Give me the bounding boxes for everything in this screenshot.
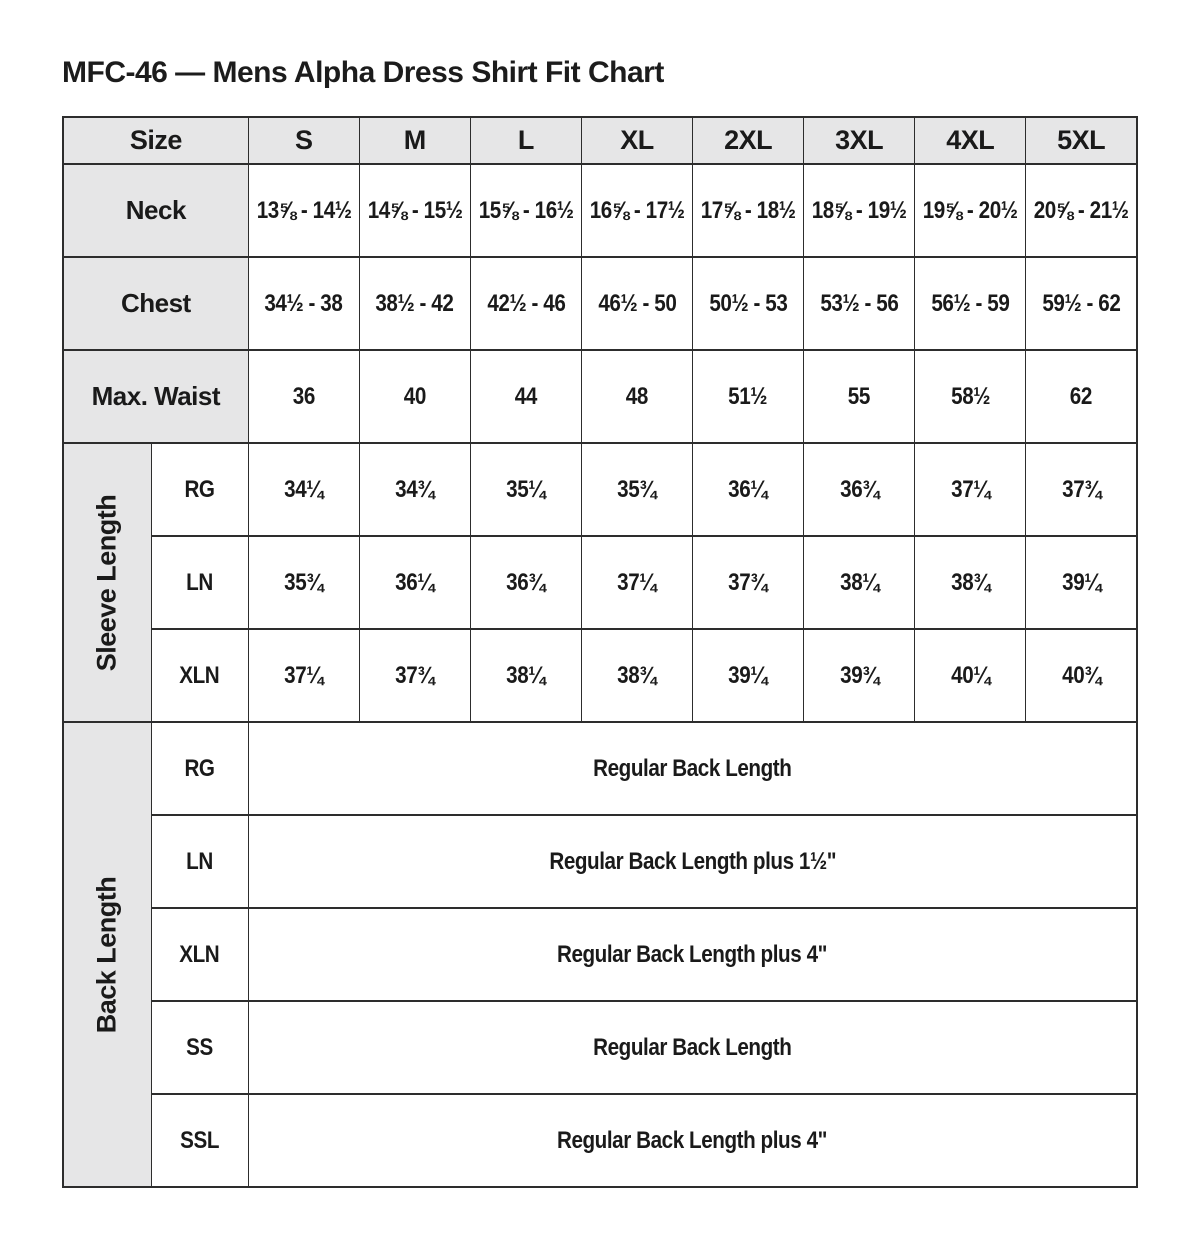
max-waist-value: 44 [470,350,581,443]
sleeve-length-group-label: Sleeve Length [63,443,151,722]
neck-value: 14⅝ - 15½ [359,164,470,257]
sleeve-xln-value: 38¾ [581,629,692,722]
sleeve-code-xln: XLN [151,629,248,722]
max-waist-row-label: Max. Waist [63,350,248,443]
chest-value: 34½ - 38 [248,257,359,350]
back-xln-description: Regular Back Length plus 4" [248,908,1137,1001]
sleeve-xln-value: 39¾ [804,629,915,722]
neck-value: 18⅝ - 19½ [804,164,915,257]
sleeve-ln-value: 36¾ [470,536,581,629]
size-col-header-2xl: 2XL [693,117,804,164]
size-col-header-xl: XL [581,117,692,164]
sleeve-ln-row [63,536,1137,629]
chest-value: 46½ - 50 [581,257,692,350]
back-code-ssl: SSL [151,1094,248,1187]
max-waist-value: 55 [804,350,915,443]
sleeve-rg-value: 37¾ [1026,443,1137,536]
max-waist-value: 36 [248,350,359,443]
size-col-header-3xl: 3XL [804,117,915,164]
back-ln-description: Regular Back Length plus 1½" [248,815,1137,908]
sleeve-rg-value: 36¾ [804,443,915,536]
sleeve-ln-value: 37¼ [581,536,692,629]
neck-value: 17⅝ - 18½ [693,164,804,257]
sleeve-xln-value: 40¼ [915,629,1026,722]
neck-value: 13⅝ - 14½ [248,164,359,257]
fit-chart-table [62,116,1138,1188]
chest-value: 53½ - 56 [804,257,915,350]
sleeve-code-rg: RG [151,443,248,536]
neck-row-label: Neck [63,164,248,257]
sleeve-xln-value: 39¼ [693,629,804,722]
page-title: MFC-46 — Mens Alpha Dress Shirt Fit Chart [62,56,664,89]
sleeve-ln-value: 36¼ [359,536,470,629]
sleeve-xln-value: 37¼ [248,629,359,722]
neck-value: 20⅝ - 21½ [1026,164,1137,257]
chest-value: 42½ - 46 [470,257,581,350]
back-ss-description: Regular Back Length [248,1001,1137,1094]
sleeve-ln-value: 39¼ [1026,536,1137,629]
back-code-xln: XLN [151,908,248,1001]
sleeve-xln-value: 38¼ [470,629,581,722]
back-length-group-label: Back Length [63,722,151,1187]
header-row [63,117,1137,164]
back-ln-row [63,815,1137,908]
size-col-header-m: M [359,117,470,164]
max-waist-row [63,350,1137,443]
sleeve-rg-value: 37¼ [915,443,1026,536]
size-col-header-s: S [248,117,359,164]
back-code-ln: LN [151,815,248,908]
back-code-ss: SS [151,1001,248,1094]
neck-row [63,164,1137,257]
chest-value: 59½ - 62 [1026,257,1137,350]
sleeve-xln-row [63,629,1137,722]
sleeve-rg-value: 34¾ [359,443,470,536]
sleeve-ln-value: 37¾ [693,536,804,629]
size-col-header-5xl: 5XL [1026,117,1137,164]
neck-value: 15⅝ - 16½ [470,164,581,257]
sleeve-ln-value: 35¾ [248,536,359,629]
size-header-cell: Size [63,117,248,164]
back-rg-row [63,722,1137,815]
max-waist-value: 58½ [915,350,1026,443]
back-ss-row [63,1001,1137,1094]
sleeve-rg-value: 35¼ [470,443,581,536]
max-waist-value: 40 [359,350,470,443]
size-col-header-4xl: 4XL [915,117,1026,164]
chest-value: 38½ - 42 [359,257,470,350]
neck-value: 16⅝ - 17½ [581,164,692,257]
sleeve-rg-row [63,443,1137,536]
chest-row-label: Chest [63,257,248,350]
back-ssl-description: Regular Back Length plus 4" [248,1094,1137,1187]
back-rg-description: Regular Back Length [248,722,1137,815]
sleeve-rg-value: 35¾ [581,443,692,536]
back-ssl-row [63,1094,1137,1187]
size-col-header-l: L [470,117,581,164]
sleeve-xln-value: 40¾ [1026,629,1137,722]
max-waist-value: 48 [581,350,692,443]
sleeve-xln-value: 37¾ [359,629,470,722]
max-waist-value: 62 [1026,350,1137,443]
back-code-rg: RG [151,722,248,815]
chest-value: 50½ - 53 [693,257,804,350]
chest-row [63,257,1137,350]
chest-value: 56½ - 59 [915,257,1026,350]
sleeve-ln-value: 38¾ [915,536,1026,629]
sleeve-code-ln: LN [151,536,248,629]
back-xln-row [63,908,1137,1001]
neck-value: 19⅝ - 20½ [915,164,1026,257]
sleeve-rg-value: 34¼ [248,443,359,536]
max-waist-value: 51½ [693,350,804,443]
sleeve-ln-value: 38¼ [804,536,915,629]
sleeve-rg-value: 36¼ [693,443,804,536]
